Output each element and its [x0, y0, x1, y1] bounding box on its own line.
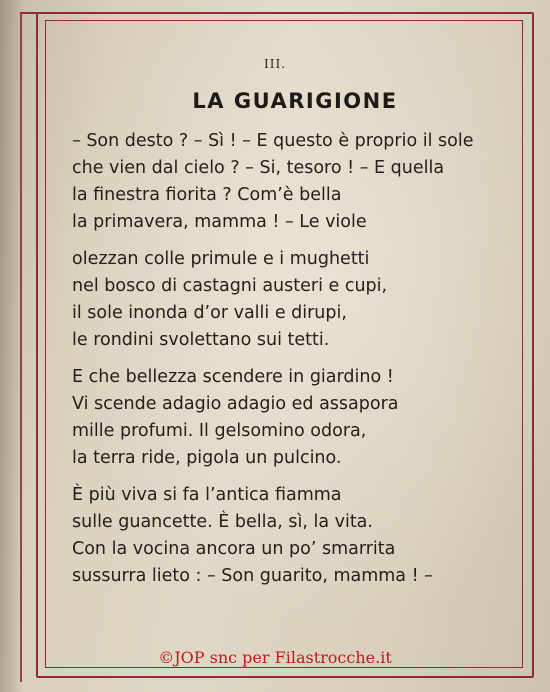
poem-line: la finestra fiorita ? Com’è bella	[72, 185, 342, 205]
poem-line: il sole inonda d’or valli e dirupi,	[72, 303, 347, 323]
frame-left-rule	[20, 12, 22, 682]
poem-line: nel bosco di castagni austeri e cupi,	[72, 276, 388, 296]
chapter-numeral: III.	[263, 57, 287, 71]
poem-line: mille profumi. Il gelsomino odora,	[72, 421, 367, 441]
poem-line: E che bellezza scendere in giardino !	[72, 367, 394, 387]
stanza-2	[72, 246, 512, 354]
poem-title: LA GUARIGIONE	[192, 89, 398, 113]
poem-line: che vien dal cielo ? – Si, tesoro ! – E quella	[72, 158, 445, 178]
poem-line: olezzan colle primule e i mughetti	[72, 249, 370, 269]
stanza-4	[72, 482, 512, 590]
poem-line: sulle guancette. È bella, sì, la vita.	[72, 512, 373, 532]
poem-line: – Son desto ? – Sì ! – E questo è proprio il sole	[72, 131, 474, 151]
stanza-3	[72, 364, 512, 472]
poem-line: Con la vocina ancora un po’ smarrita	[72, 539, 396, 559]
copyright-notice: ©JOP snc per Filastrocche.it	[158, 648, 392, 667]
poem-line: Vi scende adagio adagio ed assapora	[72, 394, 399, 414]
poem-line: È più viva si fa l’antica fiamma	[72, 485, 342, 505]
poem-body	[72, 128, 512, 600]
poem-line: la primavera, mamma ! – Le viole	[72, 212, 367, 232]
poem-line: sussurra lieto : – Son guarito, mamma ! –	[72, 566, 433, 586]
poem-line: la terra ride, pigola un pulcino.	[72, 448, 342, 468]
stanza-1	[72, 128, 512, 236]
poem-line: le rondini svolettano sui tetti.	[72, 330, 330, 350]
